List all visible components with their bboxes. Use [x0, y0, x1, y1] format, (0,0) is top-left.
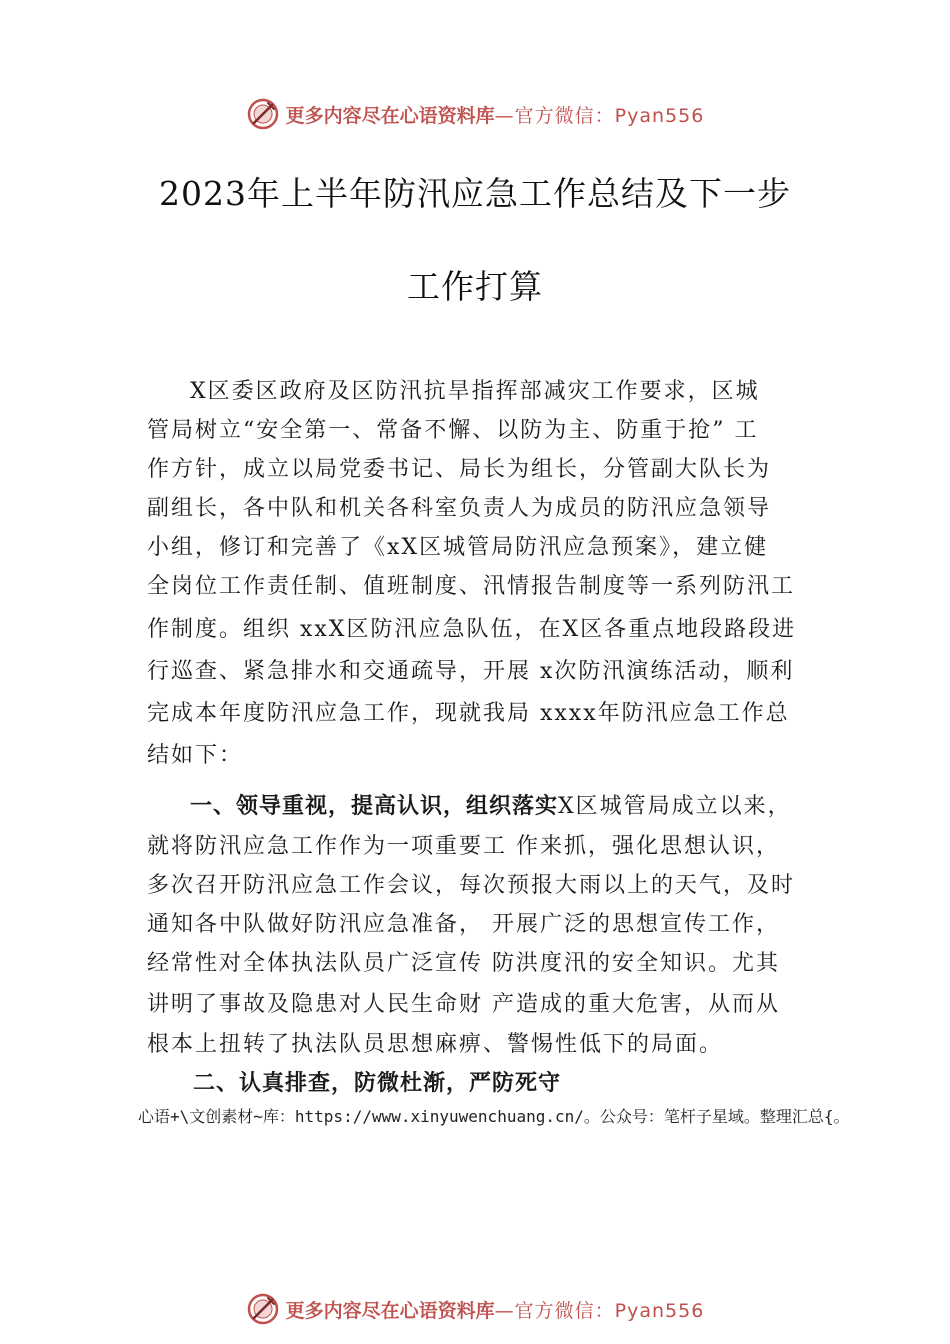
- section1-line: 根本上扭转了执法队员思想麻痹、警惕性低下的局面。: [147, 1032, 724, 1057]
- section1-line: 讲明了事故及隐患对人民生命财 产造成的重大危害，从而从: [147, 992, 780, 1017]
- para1-line: 完成本年度防汛应急工作，现就我局 xxxx年防汛应急工作总: [147, 701, 790, 726]
- para1-line: 作方针，成立以局党委书记、局长为组长，分管副大队长为: [147, 457, 772, 482]
- para1-line: 小组，修订和完善了《xX区城管局防汛应急预案》，建立健: [147, 535, 769, 560]
- banner-main-text: 更多内容尽在心语资料库: [285, 104, 495, 127]
- source-footer-note: 心语+\文创素材~库：https://www.xinyuwenchuang.cn/。公众号：笔杆子星域。整理汇总{。: [138, 1107, 850, 1126]
- para1-line: 结如下：: [147, 743, 244, 768]
- section2-heading: 二、认真排查，防微杜渐，严防死守: [193, 1071, 562, 1096]
- para1-line: X区委区政府及区防汛抗旱指挥部减灾工作要求，区城: [190, 379, 760, 404]
- para1-line: 行巡查、紧急排水和交通疏导，开展 x次防汛演练活动，顺利: [147, 659, 795, 684]
- header-banner: [0, 94, 950, 134]
- section1-line: 通知各中队做好防汛应急准备， 开展广泛的思想宣传工作，: [147, 912, 780, 937]
- section1-line: 多次召开防汛应急工作会议，每次预报大雨以上的天气，及时: [147, 873, 796, 898]
- seal-logo-icon: [246, 1292, 280, 1326]
- footer-banner: [0, 1289, 950, 1329]
- section1-first-line: [190, 789, 792, 820]
- section1-heading: 一、领导重视，提高认识，组织落实: [190, 794, 559, 819]
- banner-wechat-text: —官方微信：Pyan556: [494, 1299, 705, 1322]
- document-title-line-1: 2023年上半年防汛应急工作总结及下一步: [159, 174, 791, 213]
- banner-wechat-text: —官方微信：Pyan556: [494, 104, 705, 127]
- para1-line: 管局树立“安全第一、常备不懈、以防为主、防重于抢” 工: [147, 418, 759, 443]
- section1-first-rest: X区城管局成立以来，: [558, 794, 792, 819]
- section1-line: 经常性对全体执法队员广泛宣传 防洪度汛的安全知识。尤其: [147, 951, 780, 976]
- document-title-line-2: 工作打算: [407, 267, 543, 306]
- seal-logo-icon: [246, 97, 280, 131]
- para1-line: 全岗位工作责任制、值班制度、汛情报告制度等一系列防汛工: [147, 574, 796, 599]
- section1-line: 就将防汛应急工作作为一项重要工 作来抓，强化思想认识，: [147, 834, 780, 859]
- banner-main-text: 更多内容尽在心语资料库: [285, 1299, 495, 1322]
- para1-line: 副组长，各中队和机关各科室负责人为成员的防汛应急领导: [147, 496, 772, 521]
- para1-line: 作制度。组织 xxX区防汛应急队伍，在X区各重点地段路段进: [147, 617, 797, 642]
